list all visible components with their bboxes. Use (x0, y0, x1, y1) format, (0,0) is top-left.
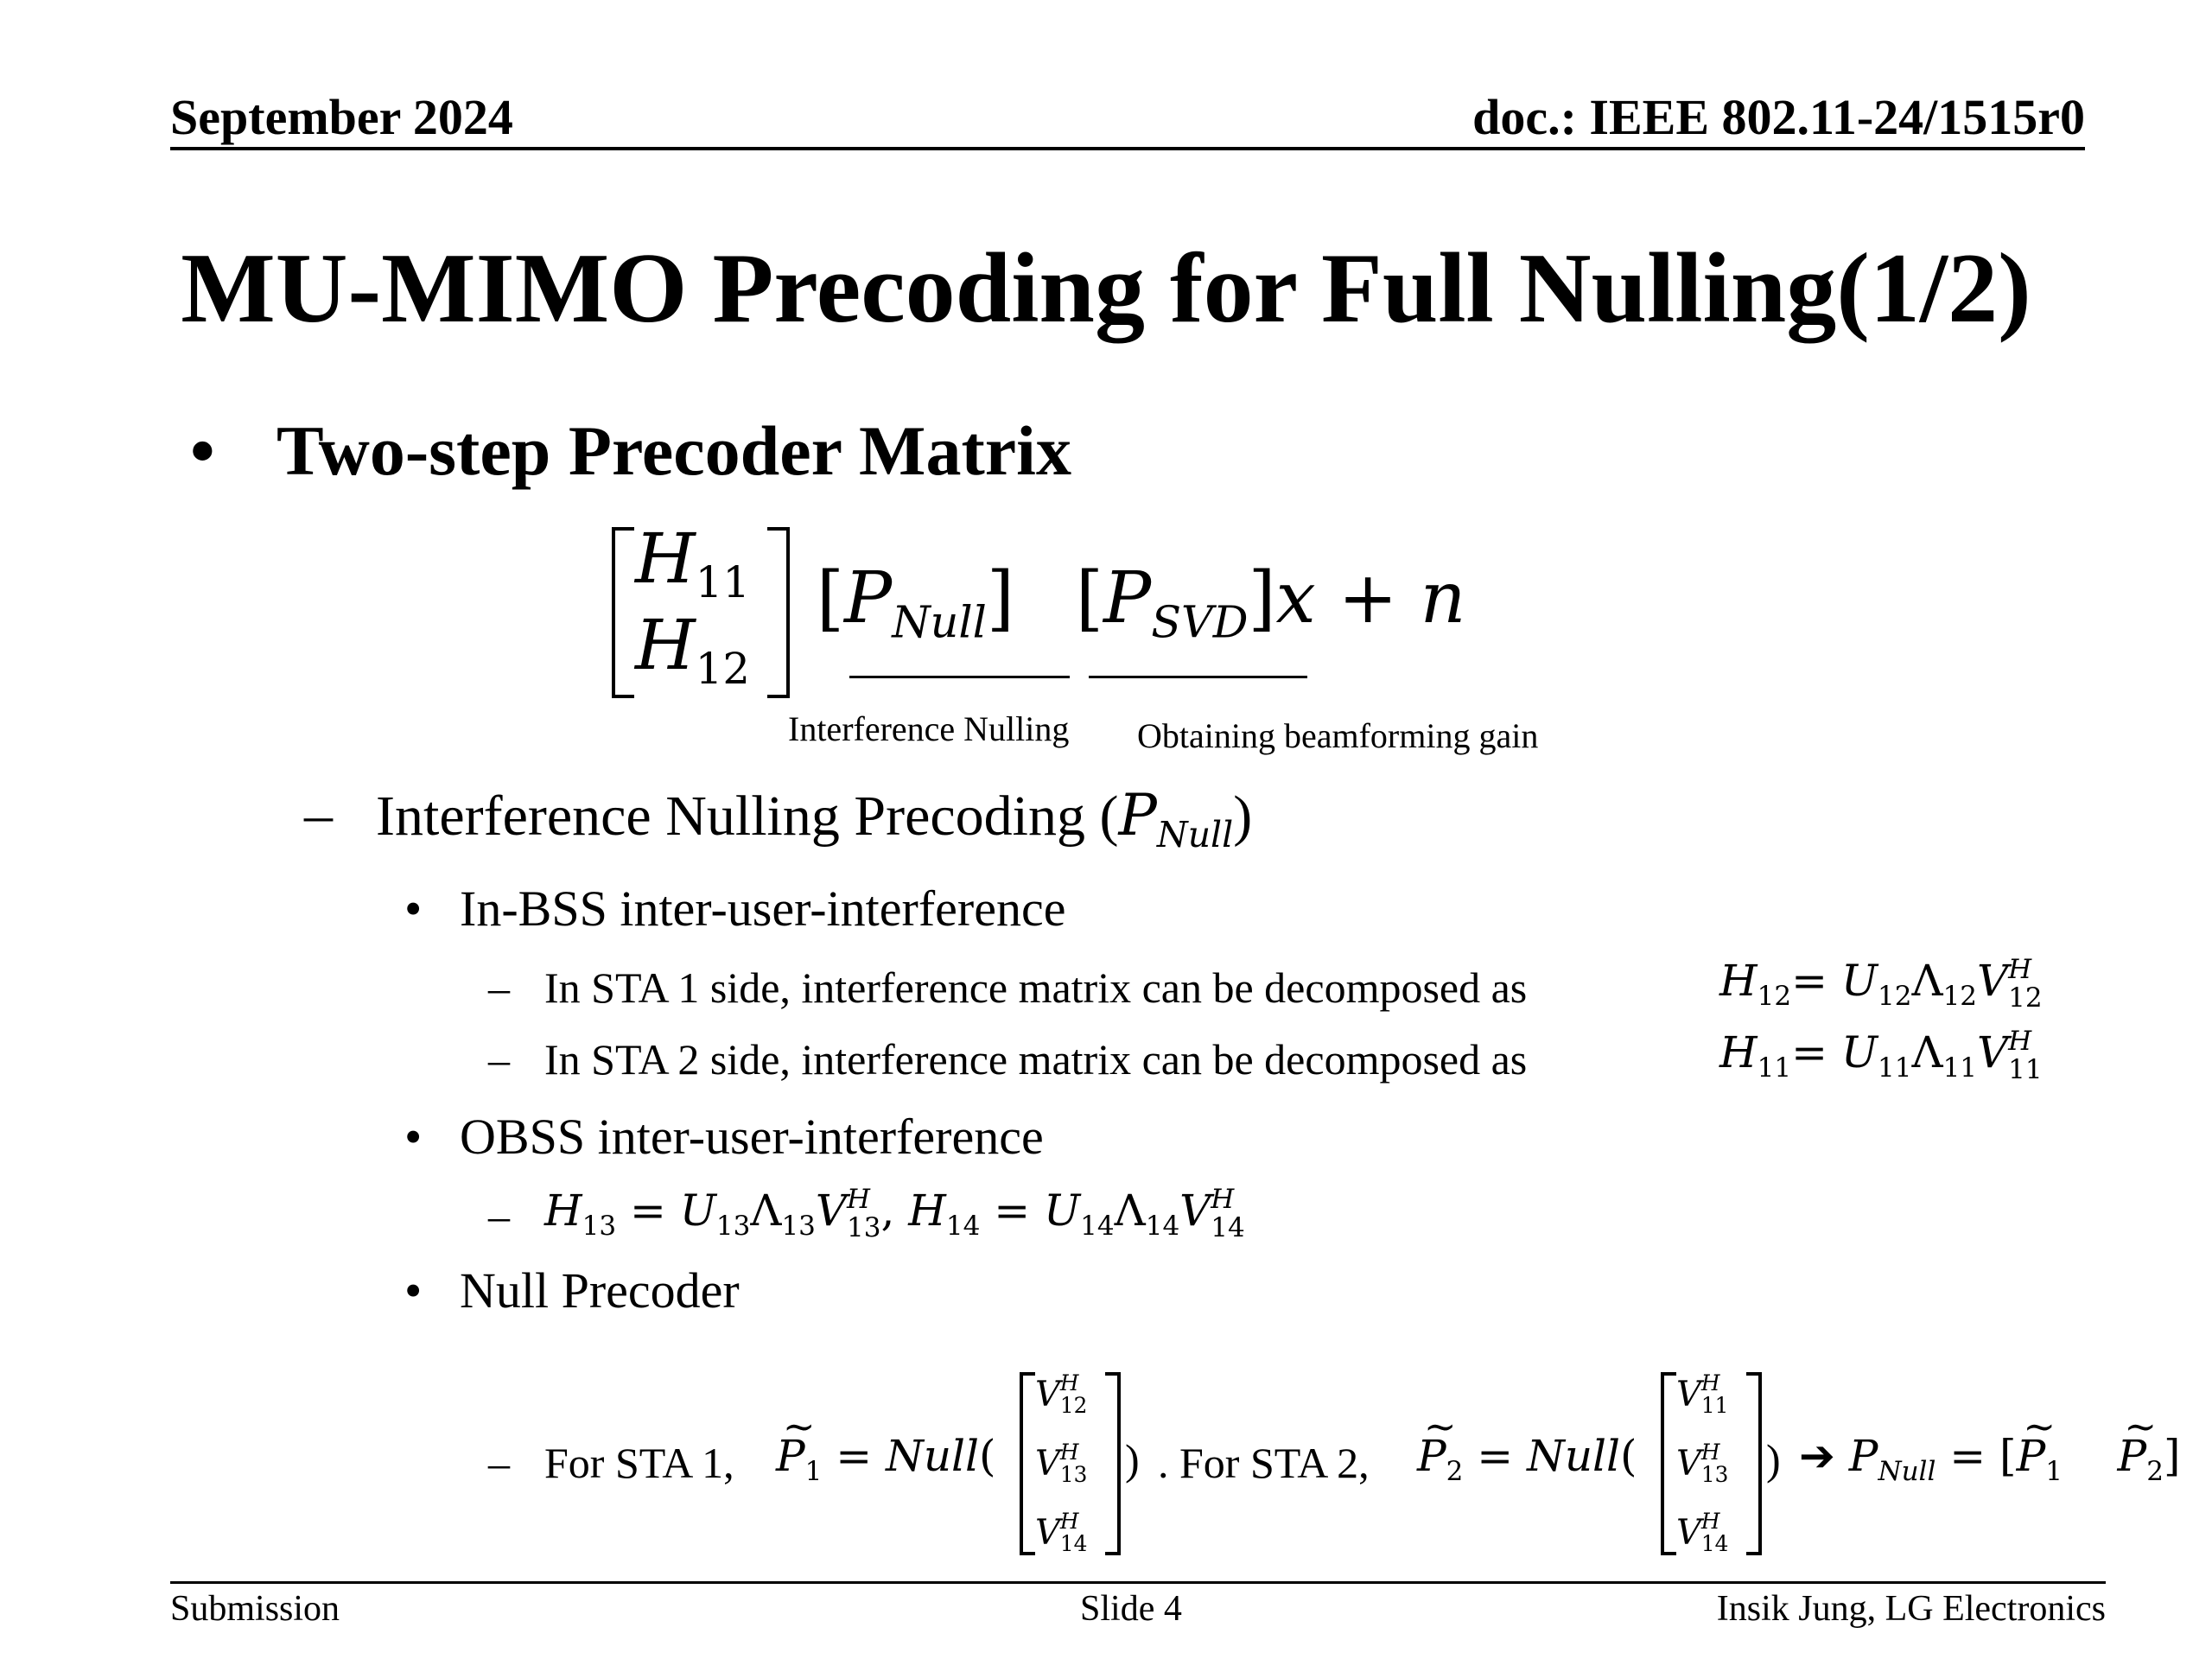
underbrace-beamforming (1089, 676, 1307, 678)
matrix2-entries (1676, 1372, 1728, 1555)
item-for-sta2: . For STA 2, (1158, 1439, 1370, 1487)
item-obss: OBSS inter-user-interference (460, 1109, 1044, 1165)
item-sta1-decomp: In STA 1 side, interference matrix can be decomposed as (544, 963, 1528, 1012)
dash-marker: – (488, 1035, 510, 1084)
item-inbss: In-BSS inter-user-interference (460, 880, 1066, 937)
bullet-dot: • (404, 1109, 423, 1165)
eq-psvd-x-n: $[P_{SVD}]x + n$ (1076, 557, 1466, 648)
bullet-two-step: Two-step Precoder Matrix (276, 411, 1071, 490)
eq-pnull-result: ➔ $P_{Null}$ = [~ $P_1$ ~ $P_2$] (1799, 1431, 2180, 1481)
nulling-heading-close: ) (1233, 785, 1253, 848)
label-beamforming-gain: Obtaining beamforming gain (1137, 716, 1539, 755)
pnull-symbol: $P_{Null}$ (1118, 782, 1234, 856)
eq-pnull: $[P_{Null}]$ (817, 557, 1014, 648)
matrix2-left-bracket (1661, 1372, 1676, 1555)
bullet-dot: • (190, 411, 215, 490)
dash-marker: – (488, 1192, 510, 1240)
dash-marker: – (304, 783, 333, 846)
matrix1-entries (1035, 1372, 1087, 1555)
matrix2-right-bracket (1746, 1372, 1762, 1555)
v12h-entry: V H 12 (1035, 1370, 1088, 1419)
slide-title: MU-MIMO Precoding for Full Nulling(1/2) (181, 233, 2031, 344)
footer-slide-number: Slide 4 (1080, 1589, 1182, 1629)
dash-marker: – (488, 1439, 510, 1487)
label-interference-nulling: Interference Nulling (788, 709, 1070, 748)
header-doc-id: doc.: IEEE 802.11-24/1515r0 (1472, 89, 2085, 145)
close-paren-2: ) (1766, 1435, 1781, 1484)
close-paren-1: ) (1125, 1435, 1140, 1484)
nulling-heading (376, 782, 1253, 856)
left-bracket (612, 527, 634, 698)
dash-marker: – (488, 963, 510, 1012)
v13h-entry: V H 13 (1035, 1439, 1088, 1487)
right-bracket (767, 527, 790, 698)
header-rule (170, 147, 2085, 150)
footer-author: Insik Jung, LG Electronics (1716, 1589, 2106, 1629)
item-sta2-decomp: In STA 2 side, interference matrix can be decomposed as (544, 1035, 1528, 1084)
eq-p1-null: ~ $P_1$ = Null( (776, 1431, 996, 1481)
header-date: September 2024 (170, 89, 513, 145)
bullet-dot: • (404, 880, 423, 937)
precoder-equation (605, 518, 1555, 709)
eq-obss-svd: $H_{13} = U_{13}\Lambda_{13}V$ H 13 , $H_{14} = U_{14}\Lambda_{14}V$ H 14 (544, 1184, 1245, 1243)
eq-h12-svd: $H_{12}= U_{12}\Lambda_{12}V$ H 12 (1719, 954, 2043, 1014)
v14h-entry: V H 14 (1676, 1508, 1729, 1556)
eq-h12: $H_{12}$ (635, 605, 750, 694)
footer-rule (170, 1581, 2106, 1584)
nulling-heading-text: Interference Nulling Precoding ( (376, 785, 1119, 848)
v14h-entry: V H 14 (1035, 1508, 1088, 1556)
eq-h11-svd: $H_{11}= U_{11}\Lambda_{11}V$ H 11 (1719, 1026, 2043, 1085)
footer-submission: Submission (170, 1589, 340, 1629)
eq-p2-null: ~ $P_2$ = Null( (1417, 1431, 1637, 1481)
bullet-dot: • (404, 1262, 423, 1319)
eq-h11: $H_{11}$ (635, 518, 750, 607)
matrix1-right-bracket (1105, 1372, 1121, 1555)
v11h-entry: V H 11 (1676, 1370, 1729, 1419)
underbrace-nulling (849, 676, 1070, 678)
item-for-sta1: For STA 1, (544, 1439, 734, 1487)
item-null-precoder: Null Precoder (460, 1262, 740, 1319)
v13h-entry: V H 13 (1676, 1439, 1729, 1487)
matrix1-left-bracket (1020, 1372, 1035, 1555)
